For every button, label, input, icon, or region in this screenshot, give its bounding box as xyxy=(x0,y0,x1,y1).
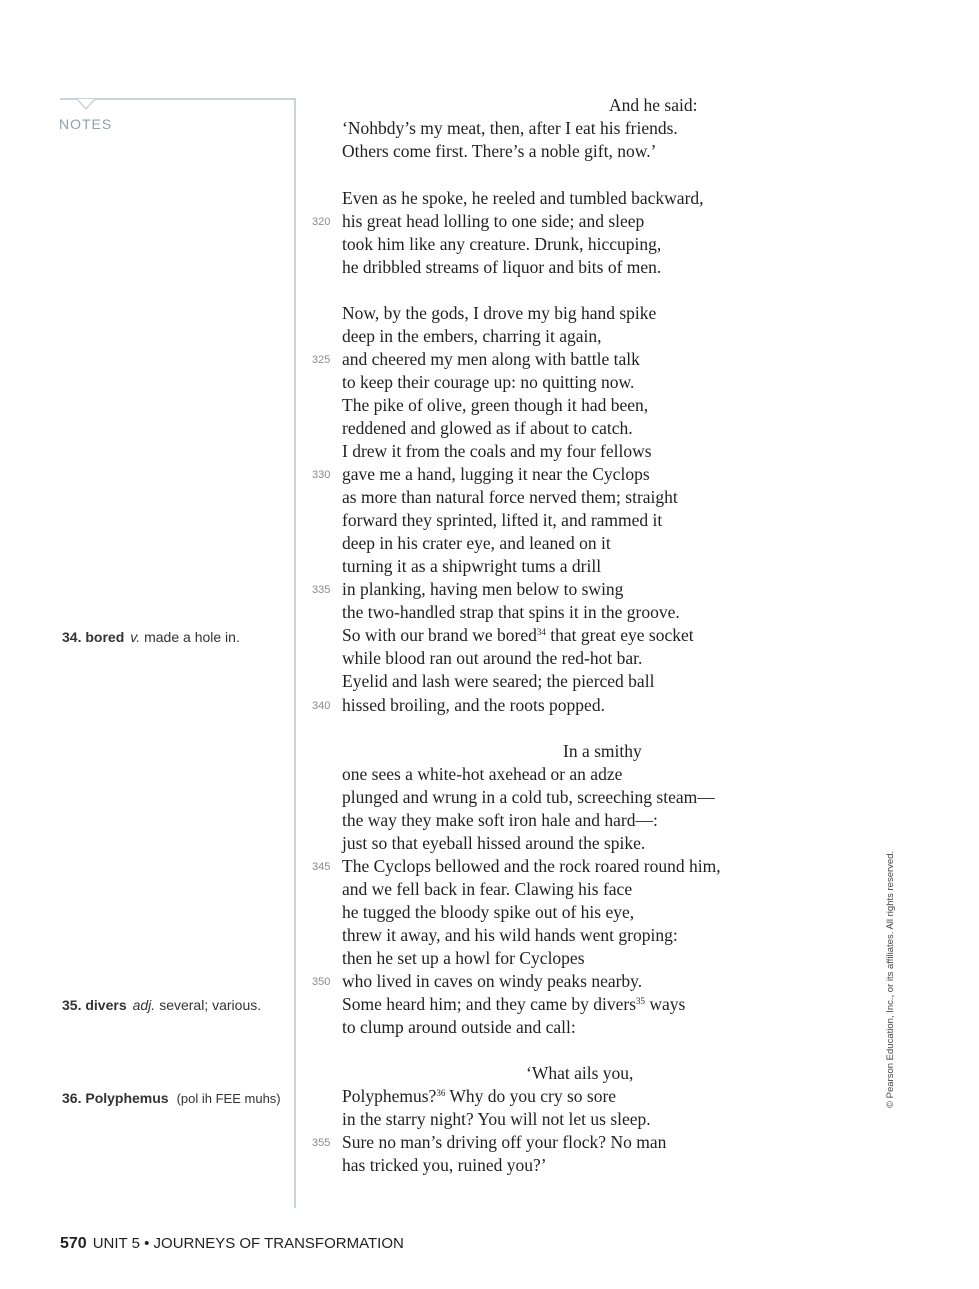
poem-line: forward they sprinted, lifted it, and rammed it xyxy=(342,510,663,530)
line-number: 325 xyxy=(312,354,331,366)
poem-line: took him like any creature. Drunk, hiccuping, xyxy=(342,234,662,254)
footnote-bored xyxy=(62,629,240,645)
poem-line: The pike of olive, green though it had been, xyxy=(342,395,649,415)
poem-line: the two-handled strap that spins it in the groove. xyxy=(342,602,680,622)
poem-line: Sure no man’s driving off your flock? No man xyxy=(342,1132,667,1152)
line-number: 335 xyxy=(312,584,331,596)
poem-line: to keep their courage up: no quitting now. xyxy=(342,372,635,392)
poem-line: gave me a hand, lugging it near the Cyclops xyxy=(342,464,650,484)
poem-line-with-footnote xyxy=(342,1085,616,1108)
poem-line: deep in the embers, charring it again, xyxy=(342,326,602,346)
footnote-pronunciation: (pol ih FEE muhs) xyxy=(176,1091,281,1106)
poem-line: ‘Nohbdy’s my meat, then, after I eat his friends. xyxy=(342,118,678,138)
notes-label: NOTES xyxy=(59,116,113,132)
poem-text: Polyphemus? xyxy=(342,1086,437,1106)
poem-text: Some heard him; and they came by divers xyxy=(342,994,637,1014)
line-number: 340 xyxy=(312,700,331,712)
footnote-ref-36: 36 xyxy=(436,1088,446,1098)
footnote-divers xyxy=(62,997,261,1013)
poem-line-with-footnote xyxy=(342,624,694,647)
footnote-term: 35. divers xyxy=(62,997,127,1013)
poem-line: threw it away, and his wild hands went groping: xyxy=(342,925,678,945)
line-number: 350 xyxy=(312,976,331,988)
footnote-term: 36. Polyphemus xyxy=(62,1090,169,1106)
poem-line: In a smithy xyxy=(563,741,642,761)
page-footer xyxy=(60,1235,404,1253)
poem-line: the way they make soft iron hale and hard—: xyxy=(342,810,658,830)
poem-text: that great eye socket xyxy=(550,625,694,645)
footnote-part-of-speech: adj. xyxy=(132,997,156,1013)
poem-line: then he set up a howl for Cyclopes xyxy=(342,948,585,968)
poem-line: Even as he spoke, he reeled and tumbled backward, xyxy=(342,188,704,208)
poem-line: his great head lolling to one side; and sleep xyxy=(342,211,645,231)
poem-line: just so that eyeball hissed around the spike. xyxy=(342,833,646,853)
poem-line: deep in his crater eye, and leaned on it xyxy=(342,533,611,553)
footnote-ref-35: 35 xyxy=(636,996,646,1006)
poem-line: as more than natural force nerved them; straight xyxy=(342,487,678,507)
poem-line: has tricked you, ruined you?’ xyxy=(342,1155,547,1175)
poem-line: while blood ran out around the red-hot bar. xyxy=(342,648,643,668)
footnote-term: 34. bored xyxy=(62,629,125,645)
poem-text: So with our brand we bored xyxy=(342,625,537,645)
poem-line: reddened and glowed as if about to catch. xyxy=(342,418,633,438)
poem-text: Why do you cry so sore xyxy=(449,1086,617,1106)
poem-line: Now, by the gods, I drove my big hand spike xyxy=(342,303,657,323)
poem-line: hissed broiling, and the roots popped. xyxy=(342,695,605,715)
line-number: 330 xyxy=(312,469,331,481)
poem-line: one sees a white-hot axehead or an adze xyxy=(342,764,623,784)
poem-line: ‘What ails you, xyxy=(526,1063,634,1083)
notes-tab-notch-icon xyxy=(77,99,95,111)
poem-line: to clump around outside and call: xyxy=(342,1017,576,1037)
poem-line: turning it as a shipwright tums a drill xyxy=(342,556,602,576)
page-number: 570 xyxy=(60,1235,87,1252)
line-number: 355 xyxy=(312,1137,331,1149)
running-head: UNIT 5 • JOURNEYS OF TRANSFORMATION xyxy=(92,1235,404,1252)
footnote-polyphemus xyxy=(62,1090,281,1106)
footnote-definition: several; various. xyxy=(159,997,262,1013)
line-number: 345 xyxy=(312,861,331,873)
poem-text: ways xyxy=(649,994,686,1014)
poem-line: he tugged the bloody spike out of his eye, xyxy=(342,902,635,922)
poem-line: I drew it from the coals and my four fellows xyxy=(342,441,652,461)
footnote-ref-34: 34 xyxy=(536,627,546,637)
poem-line: Eyelid and lash were seared; the pierced ball xyxy=(342,671,655,691)
poem-line: in planking, having men below to swing xyxy=(342,579,624,599)
poem-line: And he said: xyxy=(609,95,698,115)
copyright-notice: © Pearson Education, Inc., or its affiliates. All rights reserved. xyxy=(885,850,896,1108)
poem-line: and we fell back in fear. Clawing his face xyxy=(342,879,633,899)
notes-sidebar-border xyxy=(60,98,296,1208)
line-number: 320 xyxy=(312,216,331,228)
footnote-part-of-speech: v. xyxy=(130,629,141,645)
poem-line: The Cyclops bellowed and the rock roared round him, xyxy=(342,856,721,876)
poem-line: plunged and wrung in a cold tub, screeching steam— xyxy=(342,787,715,807)
poem-line: and cheered my men along with battle talk xyxy=(342,349,640,369)
poem-line-with-footnote xyxy=(342,993,685,1016)
poem-line: he dribbled streams of liquor and bits of men. xyxy=(342,257,662,277)
poem-line: who lived in caves on windy peaks nearby. xyxy=(342,971,643,991)
poem-line: in the starry night? You will not let us sleep. xyxy=(342,1109,651,1129)
poem-line: Others come first. There’s a noble gift, now.’ xyxy=(342,141,657,161)
footnote-definition: made a hole in. xyxy=(144,629,240,645)
